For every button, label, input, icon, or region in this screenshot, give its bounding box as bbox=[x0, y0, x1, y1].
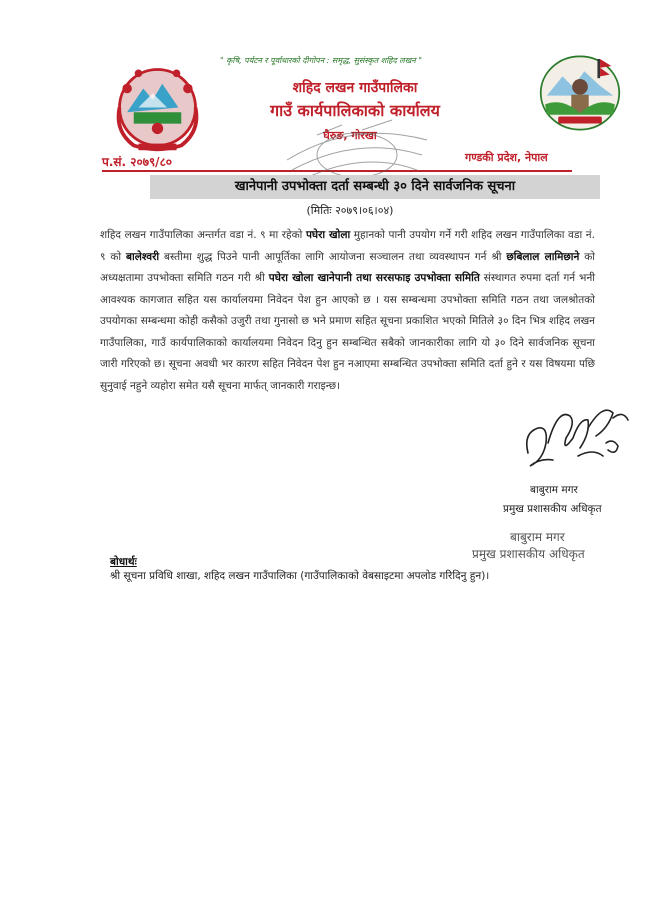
notice-body-bold-run: पघेरा खोला खानेपानी तथा सरसफाइ उपभोक्ता समिति bbox=[268, 272, 480, 284]
signer-stamp-title: प्रमुख प्रशासकीय अधिकृत bbox=[472, 547, 585, 561]
notice-body-bold-run: बालेश्वरी bbox=[126, 250, 160, 263]
notice-body-run: को अध्यक्षतामा उपभोक्ता समिति गठन गरी श्री bbox=[100, 250, 596, 284]
notice-body-run: संस्थागत रुपमा दर्ता गर्न भनी आवश्यक कागजात सहित यस कार्यालयमा निवेदन पेश हुन आएको छ । यस सम्बन्धमा उपभोक्ता समिति गठन तथा जलश्रोतको उपयोगका सम्बन्धमा कोही कसैको उजुरी तथा गुनासो छ भने प्रमाण सहित सूचना प्रकाशित भएको मितिले ३० दिन भित्र शहिद लखन गाउँपालिका, गाउँ कार्यपालिकाको कार्यालयमा निवेदन दिनु हुन सम्बन्धित सबैको जानकारीका लागि यो ३० दिने सार्वजनिक सूचना जारी गरिएको छ। सूचना अवधी भर कारण सहित निवेदन पेश हुन नआएमा सम्बन्धित उपभोक्ता समिति दर्ता हुने र यस विषयमा पछि सुनुवाई नहुने व्यहोरा समेत यसै सूचना मार्फत् जानकारी गराइन्छ। bbox=[100, 272, 595, 392]
notice-body-bold-run: छबिलाल लामिछाने bbox=[506, 250, 580, 263]
cc-label: बोधार्थः bbox=[110, 556, 137, 568]
nepal-emblem-icon bbox=[110, 60, 205, 155]
signer-name: बाबुराम मगर bbox=[530, 484, 578, 496]
signer-stamp-name: बाबुराम मगर bbox=[510, 530, 565, 544]
office-name: शहिद लखन गाउँपालिका bbox=[292, 80, 418, 96]
notice-body bbox=[100, 225, 595, 397]
notice-date: (मितिः २०७९।०६।०४) bbox=[306, 204, 394, 217]
notice-body-run: मुहानको पानी उपयोग गर्ने गरी शहिद लखन गाउँपालिका वडा नं. ९ को bbox=[100, 229, 595, 263]
notice-body-run: शहिद लखन गाउँपालिका अन्तर्गत वडा नं. ९ मा रहेको bbox=[100, 229, 306, 241]
handwritten-signature-icon bbox=[518, 398, 633, 483]
letterhead-motto: " कृषि, पर्यटन र पूर्वाधारको दीगोपन : समृद्ध, सुसंस्कृत शहिद लखन " bbox=[220, 56, 422, 65]
notice-body-run: बस्तीमा शुद्ध पिउने पानी आपूर्तिका लागि आयोजना सञ्चालन तथा व्यवस्थापन गर्न श्री bbox=[159, 250, 507, 263]
notice-title: खानेपानी उपभोक्ता दर्ता सम्बन्धी ३० दिने सार्वजनिक सूचना bbox=[150, 175, 600, 199]
reference-number: प.सं. २०७९/८० bbox=[102, 155, 173, 169]
province-name: गण्डकी प्रदेश, नेपाल bbox=[465, 151, 548, 164]
notice-body-bold-run: पघेरा खोला bbox=[305, 229, 351, 241]
office-district: घैरुङ, गोरखा bbox=[323, 129, 377, 142]
cc-recipient: श्री सूचना प्रविधि शाखा, शहिद लखन गाउँपालिका (गाउँपालिकाको वेबसाइटमा अपलोड गरिदिनु हुन)। bbox=[110, 570, 490, 582]
office-title: गाउँ कार्यपालिकाको कार्यालय bbox=[270, 101, 440, 120]
signer-title: प्रमुख प्रशासकीय अधिकृत bbox=[503, 503, 602, 515]
municipality-logo-icon bbox=[536, 52, 624, 134]
